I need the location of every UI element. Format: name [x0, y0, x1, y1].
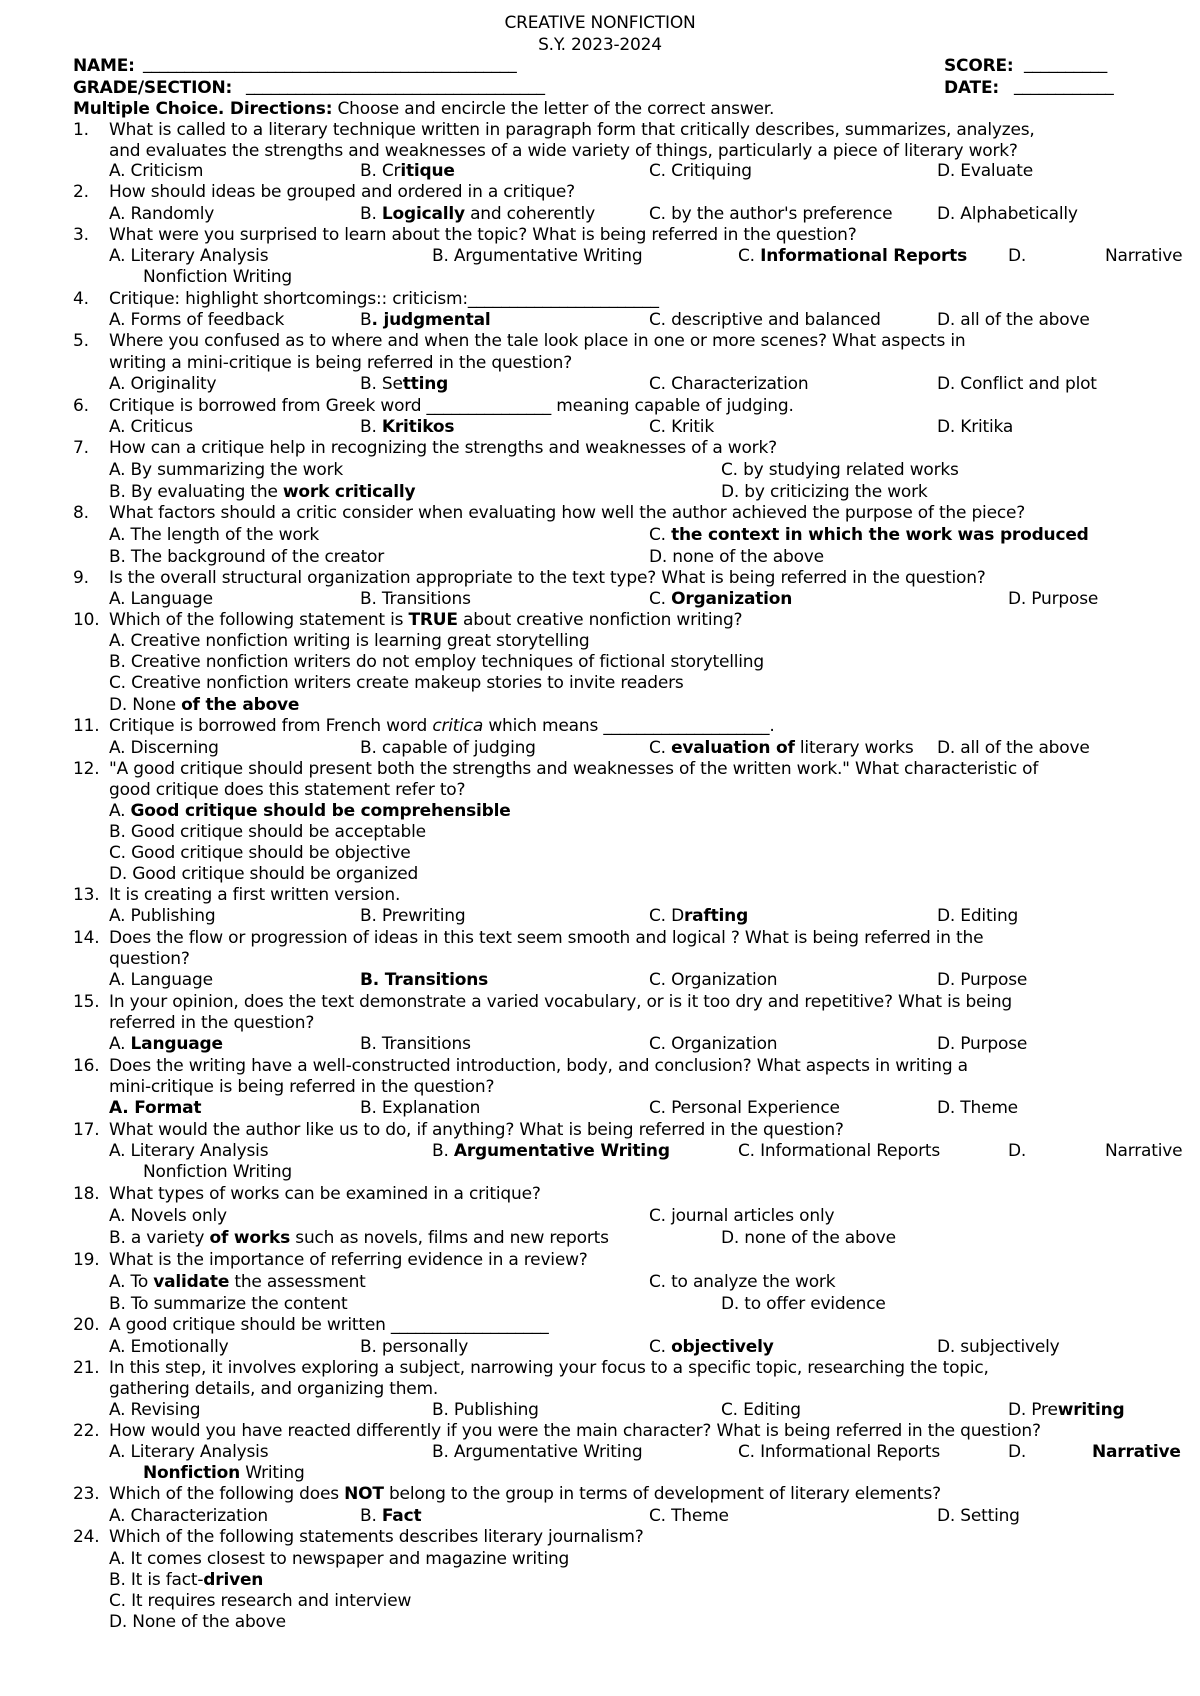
- option-d-text: Narrative: [1092, 1442, 1181, 1462]
- option-d[interactable]: D. Alphabetically: [937, 204, 1078, 224]
- question-number: 13.: [73, 885, 100, 905]
- option-c[interactable]: C. Drafting: [649, 906, 749, 926]
- question-number: 5.: [73, 331, 89, 351]
- page-title: CREATIVE NONFICTION: [504, 13, 696, 33]
- option-a[interactable]: A. Forms of feedback: [109, 310, 285, 330]
- option-b[interactable]: B. Prewriting: [360, 906, 466, 926]
- option-d[interactable]: D.: [1008, 1442, 1027, 1462]
- question-text: Which of the following does NOT belong to the group in terms of development of literary elements?: [109, 1484, 941, 1504]
- option-a[interactable]: A. Creative nonfiction writing is learning great storytelling: [109, 631, 590, 651]
- option-a[interactable]: A. Language: [109, 589, 213, 609]
- option-b[interactable]: B. personally: [360, 1337, 469, 1357]
- option-a[interactable]: A. Randomly: [109, 204, 215, 224]
- option-b[interactable]: B. Argumentative Writing: [432, 246, 643, 266]
- question-number: 1.: [73, 120, 89, 140]
- option-c[interactable]: C. by studying related works: [721, 460, 959, 480]
- question-number: 19.: [73, 1250, 100, 1270]
- option-b[interactable]: B. a variety of works such as novels, films and new reports: [109, 1228, 609, 1248]
- option-c[interactable]: C. journal articles only: [649, 1206, 835, 1226]
- option-a[interactable]: A. The length of the work: [109, 525, 319, 545]
- question-text: gathering details, and organizing them.: [109, 1379, 439, 1399]
- question-text: In your opinion, does the text demonstrate a varied vocabulary, or is it too dry and repetitive? What is being: [109, 992, 1012, 1012]
- option-c[interactable]: C. Informational Reports: [738, 246, 968, 266]
- option-d[interactable]: D. Purpose: [937, 1034, 1028, 1054]
- question-text: What were you surprised to learn about the topic? What is being referred in the question?: [109, 225, 857, 245]
- question-number: 7.: [73, 438, 89, 458]
- option-c[interactable]: C. Personal Experience: [649, 1098, 840, 1118]
- option-b[interactable]: B. Publishing: [432, 1400, 539, 1420]
- option-a[interactable]: A. Good critique should be comprehensible: [109, 801, 511, 821]
- question-number: 8.: [73, 503, 89, 523]
- question-text: and evaluates the strengths and weaknesses of a wide variety of things, particularly a piece of literary work?: [109, 141, 1018, 161]
- option-a[interactable]: A. It comes closest to newspaper and magazine writing: [109, 1549, 570, 1569]
- option-a[interactable]: A. Literary Analysis: [109, 1141, 269, 1161]
- option-b[interactable]: B. Transitions: [360, 589, 471, 609]
- option-a[interactable]: A. Characterization: [109, 1506, 268, 1526]
- school-year: S.Y. 2023-2024: [538, 35, 662, 55]
- option-b[interactable]: B. Explanation: [360, 1098, 481, 1118]
- option-a[interactable]: A. By summarizing the work: [109, 460, 344, 480]
- question-number: 10.: [73, 610, 100, 630]
- option-b[interactable]: B. Logically and coherently: [360, 204, 595, 224]
- option-d[interactable]: D. Prewriting: [1008, 1400, 1125, 1420]
- option-d-text: Narrative: [1105, 1141, 1183, 1161]
- question-text: What is called to a literary technique written in paragraph form that critically describes, summarizes, analyzes,: [109, 120, 1035, 140]
- option-c[interactable]: C. Characterization: [649, 374, 809, 394]
- grade-section-field[interactable]: ____________________________________: [246, 76, 545, 96]
- option-d-text: Nonfiction Writing: [143, 267, 293, 287]
- option-a[interactable]: A. Emotionally: [109, 1337, 229, 1357]
- option-b[interactable]: B. judgmental: [360, 310, 491, 330]
- question-text: It is creating a first written version.: [109, 885, 401, 905]
- question-text: Critique: highlight shortcomings:: criticism:_______________________: [109, 289, 659, 309]
- question-number: 4.: [73, 289, 89, 309]
- question-text: How would you have reacted differently if you were the main character? What is being referred in the question?: [109, 1421, 1041, 1441]
- option-c[interactable]: C. Theme: [649, 1506, 729, 1526]
- option-b[interactable]: B. It is fact-driven: [109, 1570, 264, 1590]
- option-c[interactable]: C. Organization: [649, 589, 793, 609]
- option-d-text: Narrative: [1105, 246, 1183, 266]
- directions-lead: Multiple Choice. Directions:: [73, 99, 333, 119]
- option-c[interactable]: C. to analyze the work: [649, 1272, 836, 1292]
- option-a[interactable]: A. Literary Analysis: [109, 1442, 269, 1462]
- option-b[interactable]: B. By evaluating the work critically: [109, 482, 416, 502]
- option-c[interactable]: C. Creative nonfiction writers create makeup stories to invite readers: [109, 673, 684, 693]
- option-d-text: Nonfiction Writing: [143, 1162, 293, 1182]
- option-a[interactable]: A. Language: [109, 970, 213, 990]
- option-a[interactable]: A. Novels only: [109, 1206, 227, 1226]
- option-c[interactable]: C. Informational Reports: [738, 1141, 941, 1161]
- question-number: 16.: [73, 1056, 100, 1076]
- option-a[interactable]: A. Discerning: [109, 738, 219, 758]
- question-text: good critique does this statement refer to?: [109, 780, 466, 800]
- option-b[interactable]: B. Setting: [360, 374, 449, 394]
- option-d[interactable]: D. none of the above: [721, 1228, 896, 1248]
- option-d[interactable]: D. Purpose: [937, 970, 1028, 990]
- question-text: What types of works can be examined in a critique?: [109, 1184, 541, 1204]
- option-b[interactable]: B. Creative nonfiction writers do not employ techniques of fictional storytelling: [109, 652, 764, 672]
- option-b[interactable]: B. Critique: [360, 161, 455, 181]
- question-number: 6.: [73, 396, 89, 416]
- question-number: 22.: [73, 1421, 100, 1441]
- date-field[interactable]: ____________: [1014, 76, 1114, 96]
- option-d[interactable]: D. Conflict and plot: [937, 374, 1097, 394]
- option-d-text: Nonfiction Writing: [143, 1463, 305, 1483]
- option-a[interactable]: A. Language: [109, 1034, 223, 1054]
- question-text: A good critique should be written ___________________: [109, 1315, 549, 1335]
- option-a[interactable]: A. Originality: [109, 374, 217, 394]
- name-field[interactable]: _____________________________________________: [143, 54, 517, 74]
- question-text: How should ideas be grouped and ordered in a critique?: [109, 182, 575, 202]
- question-text: Critique is borrowed from French word critica which means ____________________.: [109, 716, 775, 736]
- question-number: 21.: [73, 1358, 100, 1378]
- option-c[interactable]: C. Organization: [649, 970, 778, 990]
- option-a[interactable]: A. Publishing: [109, 906, 216, 926]
- question-number: 24.: [73, 1527, 100, 1547]
- option-d[interactable]: D. Good critique should be organized: [109, 864, 419, 884]
- question-text: writing a mini-critique is being referred in the question?: [109, 353, 573, 373]
- option-d[interactable]: D. Setting: [937, 1506, 1020, 1526]
- option-d[interactable]: D. by criticizing the work: [721, 482, 928, 502]
- option-d[interactable]: D. all of the above: [937, 310, 1090, 330]
- directions-text: Choose and encircle the letter of the correct answer.: [332, 99, 775, 119]
- question-text: How can a critique help in recognizing the strengths and weaknesses of a work?: [109, 438, 777, 458]
- option-d[interactable]: D.: [1008, 246, 1027, 266]
- option-b[interactable]: B. capable of judging: [360, 738, 536, 758]
- date-label: DATE:: [944, 78, 999, 98]
- question-number: 18.: [73, 1184, 100, 1204]
- question-text: Which of the following statements describes literary journalism?: [109, 1527, 644, 1547]
- option-d[interactable]: D. none of the above: [649, 547, 824, 567]
- option-b[interactable]: B. Transitions: [360, 1034, 471, 1054]
- option-d[interactable]: D. all of the above: [937, 738, 1090, 758]
- option-c[interactable]: C. Critiquing: [649, 161, 752, 181]
- question-number: 2.: [73, 182, 89, 202]
- option-b[interactable]: B. Argumentative Writing: [432, 1442, 643, 1462]
- question-text: question?: [109, 949, 190, 969]
- option-b[interactable]: B. Argumentative Writing: [432, 1141, 670, 1161]
- option-d[interactable]: D. None of the above: [109, 695, 300, 715]
- question-text: Which of the following statement is TRUE about creative nonfiction writing?: [109, 610, 743, 630]
- option-b[interactable]: B. Good critique should be acceptable: [109, 822, 426, 842]
- option-a[interactable]: A. Format: [109, 1098, 202, 1118]
- option-c[interactable]: C. descriptive and balanced: [649, 310, 881, 330]
- option-d[interactable]: D. None of the above: [109, 1612, 286, 1632]
- question-text: Is the overall structural organization appropriate to the text type? What is being referred in the question?: [109, 568, 986, 588]
- question-text: What is the importance of referring evidence in a review?: [109, 1250, 588, 1270]
- option-a[interactable]: A. Criticism: [109, 161, 204, 181]
- option-d[interactable]: D.: [1008, 1141, 1027, 1161]
- question-text: "A good critique should present both the strengths and weaknesses of the written work." What characteristic of: [109, 759, 1039, 779]
- option-c[interactable]: C. Editing: [721, 1400, 801, 1420]
- option-c[interactable]: C. Informational Reports: [738, 1442, 941, 1462]
- option-b[interactable]: B. To summarize the content: [109, 1294, 348, 1314]
- name-label: NAME:: [73, 56, 135, 76]
- option-c[interactable]: C. Kritik: [649, 417, 714, 437]
- question-number: 20.: [73, 1315, 100, 1335]
- option-a[interactable]: A. To validate the assessment: [109, 1272, 366, 1292]
- option-c[interactable]: C. by the author's preference: [649, 204, 893, 224]
- question-number: 12.: [73, 759, 100, 779]
- question-text: Critique is borrowed from Greek word _______________ meaning capable of judging.: [109, 396, 794, 416]
- grade-section-label: GRADE/SECTION:: [73, 78, 233, 98]
- score-field[interactable]: __________: [1024, 54, 1108, 74]
- question-text: What factors should a critic consider when evaluating how well the author achieved the purpose of the piece?: [109, 503, 1026, 523]
- option-d[interactable]: D. Theme: [937, 1098, 1018, 1118]
- question-text: What would the author like us to do, if anything? What is being referred in the question?: [109, 1120, 844, 1140]
- option-d[interactable]: D. Purpose: [1008, 589, 1099, 609]
- option-c[interactable]: C. objectively: [649, 1337, 774, 1357]
- question-text: Where you confused as to where and when the tale look place in one or more scenes? What aspects in: [109, 331, 966, 351]
- option-c[interactable]: C. evaluation of literary works: [649, 738, 914, 758]
- question-number: 15.: [73, 992, 100, 1012]
- option-b[interactable]: B. Kritikos: [360, 417, 455, 437]
- score-label: SCORE:: [944, 56, 1014, 76]
- option-a[interactable]: A. Revising: [109, 1400, 201, 1420]
- option-b[interactable]: B. Fact: [360, 1506, 422, 1526]
- directions: [73, 99, 774, 119]
- option-d[interactable]: D. Evaluate: [937, 161, 1033, 181]
- option-b[interactable]: B. Transitions: [360, 970, 489, 990]
- option-d[interactable]: D. to offer evidence: [721, 1294, 886, 1314]
- option-c[interactable]: C. Good critique should be objective: [109, 843, 411, 863]
- question-text: Does the flow or progression of ideas in this text seem smooth and logical ? What is being referred in the: [109, 928, 984, 948]
- question-number: 23.: [73, 1484, 100, 1504]
- option-d[interactable]: D. Editing: [937, 906, 1019, 926]
- option-c[interactable]: C. It requires research and interview: [109, 1591, 412, 1611]
- question-number: 3.: [73, 225, 89, 245]
- option-d[interactable]: D. Kritika: [937, 417, 1014, 437]
- option-c[interactable]: C. the context in which the work was produced: [649, 525, 1089, 545]
- option-a[interactable]: A. Criticus: [109, 417, 193, 437]
- question-number: 17.: [73, 1120, 100, 1140]
- option-d[interactable]: D. subjectively: [937, 1337, 1060, 1357]
- question-text: In this step, it involves exploring a subject, narrowing your focus to a specific topic, researching the topic,: [109, 1358, 989, 1378]
- question-number: 9.: [73, 568, 89, 588]
- option-c[interactable]: C. Organization: [649, 1034, 778, 1054]
- question-text: Does the writing have a well-constructed introduction, body, and conclusion? What aspects in writing a: [109, 1056, 968, 1076]
- question-number: 14.: [73, 928, 100, 948]
- option-b[interactable]: B. The background of the creator: [109, 547, 385, 567]
- option-a[interactable]: A. Literary Analysis: [109, 246, 269, 266]
- question-number: 11.: [73, 716, 100, 736]
- question-text: mini-critique is being referred in the question?: [109, 1077, 495, 1097]
- question-text: referred in the question?: [109, 1013, 315, 1033]
